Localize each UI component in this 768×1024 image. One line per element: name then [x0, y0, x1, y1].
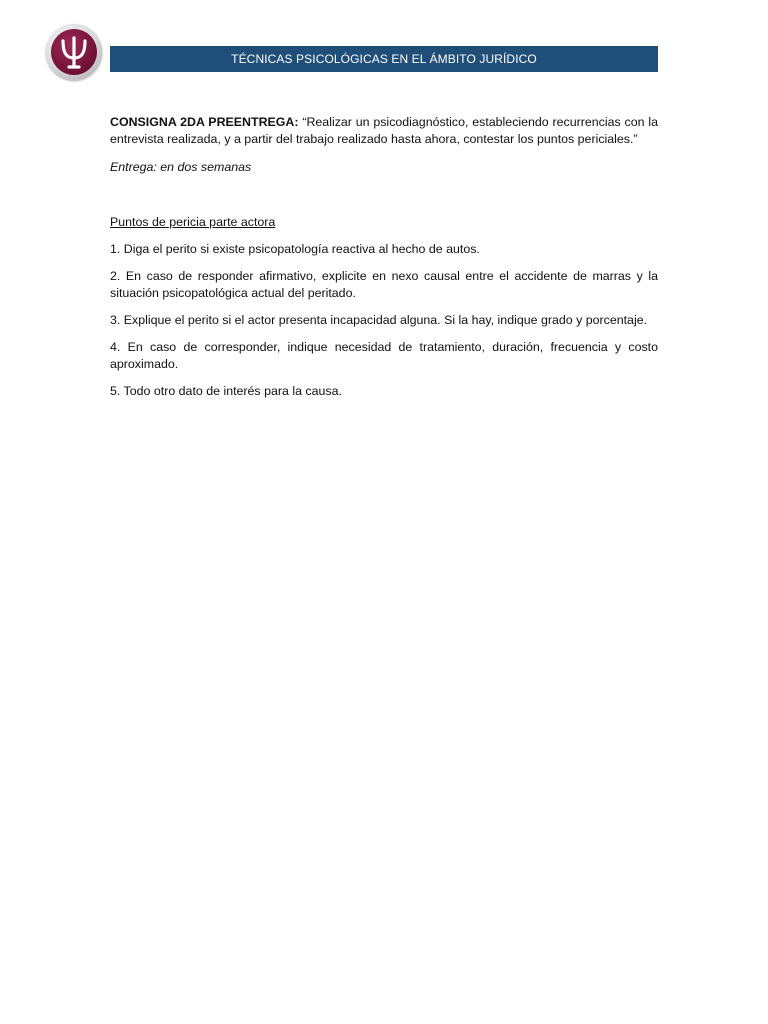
pericia-point-1: 1. Diga el perito si existe psicopatología reactiva al hecho de autos. [110, 242, 480, 256]
pericia-point-2: 2. En caso de responder afirmativo, explicite en nexo causal entre el accidente de marras y la situación psicopatológica actual del peritado. [110, 269, 658, 300]
section-title: Puntos de pericia parte actora [110, 215, 276, 229]
consigna-label: CONSIGNA 2DA PREENTREGA: [110, 115, 299, 129]
pericia-point-3: 3. Explique el perito si el actor presenta incapacidad alguna. Si la hay, indique grado y porcentaje. [110, 313, 648, 327]
entrega-note: Entrega: en dos semanas [110, 160, 252, 174]
document-header-title: TÉCNICAS PSICOLÓGICAS EN EL ÁMBITO JURÍDICO [110, 46, 658, 72]
pericia-point-5: 5. Todo otro dato de interés para la causa. [110, 384, 342, 398]
psi-logo [46, 24, 102, 80]
document-body [110, 114, 658, 400]
pericia-point-4: 4. En caso de corresponder, indique necesidad de tratamiento, duración, frecuencia y costo aproximado. [110, 340, 658, 371]
consigna-paragraph [110, 114, 658, 148]
psi-logo-icon [51, 29, 97, 75]
consigna-text: “Realizar un psicodiagnóstico, estableciendo recurrencias con la entrevista realizada, y a partir del trabajo realizado hasta ahora, contestar los puntos periciales.” [110, 115, 658, 146]
